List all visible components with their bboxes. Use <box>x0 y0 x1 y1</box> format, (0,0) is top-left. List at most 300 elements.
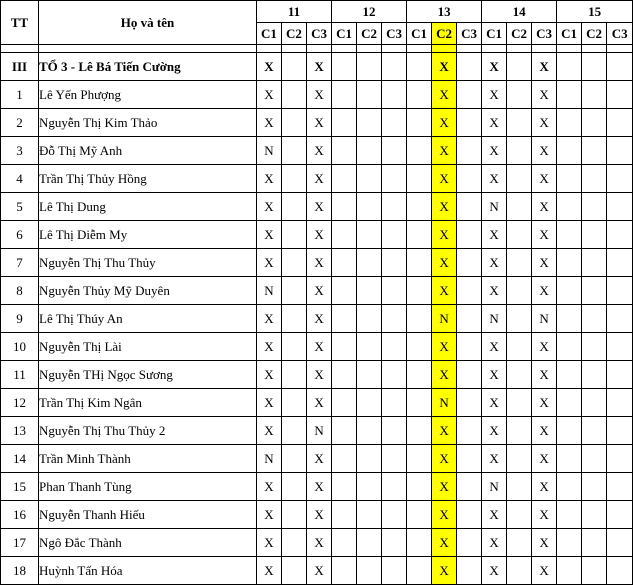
mark-cell[interactable]: X <box>482 221 507 249</box>
mark-cell[interactable] <box>582 221 607 249</box>
mark-cell[interactable] <box>332 53 357 81</box>
mark-cell[interactable] <box>607 221 633 249</box>
mark-cell[interactable] <box>407 333 432 361</box>
mark-cell[interactable] <box>582 529 607 557</box>
mark-cell[interactable]: X <box>532 81 557 109</box>
mark-cell[interactable] <box>457 53 482 81</box>
mark-cell[interactable] <box>357 417 382 445</box>
mark-cell[interactable]: X <box>307 529 332 557</box>
mark-cell[interactable] <box>332 361 357 389</box>
mark-cell[interactable]: X <box>257 53 282 81</box>
mark-cell[interactable] <box>282 109 307 137</box>
mark-cell[interactable]: X <box>432 137 457 165</box>
mark-cell[interactable] <box>607 529 633 557</box>
mark-cell[interactable] <box>357 333 382 361</box>
mark-cell[interactable] <box>507 249 532 277</box>
mark-cell[interactable] <box>282 221 307 249</box>
mark-cell[interactable]: X <box>307 193 332 221</box>
mark-cell[interactable]: X <box>482 501 507 529</box>
mark-cell[interactable] <box>357 529 382 557</box>
mark-cell[interactable] <box>357 221 382 249</box>
mark-cell[interactable] <box>507 109 532 137</box>
mark-cell[interactable] <box>357 501 382 529</box>
mark-cell[interactable]: X <box>257 249 282 277</box>
mark-cell[interactable] <box>282 81 307 109</box>
mark-cell[interactable]: X <box>532 529 557 557</box>
mark-cell[interactable] <box>282 417 307 445</box>
mark-cell[interactable]: X <box>257 165 282 193</box>
mark-cell[interactable] <box>357 389 382 417</box>
mark-cell[interactable] <box>332 445 357 473</box>
mark-cell[interactable] <box>407 389 432 417</box>
mark-cell[interactable] <box>607 501 633 529</box>
mark-cell[interactable] <box>282 193 307 221</box>
mark-cell[interactable] <box>582 137 607 165</box>
mark-cell[interactable]: X <box>482 277 507 305</box>
mark-cell[interactable] <box>607 473 633 501</box>
mark-cell[interactable] <box>357 305 382 333</box>
mark-cell[interactable] <box>332 529 357 557</box>
mark-cell[interactable] <box>357 193 382 221</box>
mark-cell[interactable] <box>357 137 382 165</box>
mark-cell[interactable]: X <box>532 473 557 501</box>
mark-cell[interactable]: X <box>532 417 557 445</box>
mark-cell[interactable] <box>332 109 357 137</box>
mark-cell[interactable] <box>507 501 532 529</box>
mark-cell[interactable] <box>357 249 382 277</box>
mark-cell[interactable]: N <box>307 417 332 445</box>
mark-cell[interactable] <box>407 445 432 473</box>
mark-cell[interactable]: X <box>307 501 332 529</box>
mark-cell[interactable]: X <box>482 557 507 585</box>
mark-cell[interactable]: X <box>482 249 507 277</box>
row-name: Nguyễn Thủy Mỹ Duyên <box>39 277 257 305</box>
table-row <box>1 473 633 501</box>
mark-cell[interactable] <box>282 389 307 417</box>
mark-cell[interactable] <box>332 473 357 501</box>
mark-cell[interactable]: X <box>482 137 507 165</box>
sheet-body <box>1 45 633 585</box>
mark-cell[interactable]: X <box>307 389 332 417</box>
mark-cell[interactable] <box>457 137 482 165</box>
mark-cell[interactable] <box>382 249 407 277</box>
mark-cell[interactable]: X <box>532 277 557 305</box>
mark-cell[interactable] <box>557 501 582 529</box>
mark-cell[interactable] <box>357 81 382 109</box>
mark-cell[interactable] <box>557 165 582 193</box>
mark-cell[interactable] <box>582 389 607 417</box>
mark-cell[interactable]: X <box>532 333 557 361</box>
mark-cell[interactable] <box>382 361 407 389</box>
mark-cell[interactable]: N <box>482 305 507 333</box>
mark-cell[interactable] <box>557 221 582 249</box>
mark-cell[interactable] <box>407 529 432 557</box>
mark-cell[interactable]: X <box>432 277 457 305</box>
mark-cell[interactable] <box>607 165 633 193</box>
mark-cell[interactable] <box>457 557 482 585</box>
mark-cell[interactable] <box>582 417 607 445</box>
mark-cell[interactable] <box>507 165 532 193</box>
mark-cell[interactable]: X <box>307 277 332 305</box>
spacer-cell <box>457 45 482 53</box>
mark-cell[interactable]: X <box>257 221 282 249</box>
mark-cell[interactable]: X <box>432 557 457 585</box>
mark-cell[interactable] <box>557 417 582 445</box>
mark-cell[interactable] <box>582 473 607 501</box>
mark-cell[interactable]: X <box>432 529 457 557</box>
mark-cell[interactable] <box>457 165 482 193</box>
mark-cell[interactable]: X <box>307 445 332 473</box>
mark-cell[interactable]: X <box>532 137 557 165</box>
mark-cell[interactable]: N <box>432 389 457 417</box>
mark-cell[interactable]: N <box>257 445 282 473</box>
mark-cell[interactable] <box>382 501 407 529</box>
mark-cell[interactable]: N <box>257 277 282 305</box>
mark-cell[interactable] <box>507 389 532 417</box>
mark-cell[interactable]: X <box>432 193 457 221</box>
mark-cell[interactable] <box>582 81 607 109</box>
mark-cell[interactable] <box>507 193 532 221</box>
mark-cell[interactable]: X <box>532 165 557 193</box>
mark-cell[interactable]: N <box>482 193 507 221</box>
mark-cell[interactable] <box>607 249 633 277</box>
mark-cell[interactable] <box>357 277 382 305</box>
mark-cell[interactable] <box>407 305 432 333</box>
header-check-2-1: C2 <box>432 23 457 45</box>
mark-cell[interactable]: X <box>482 389 507 417</box>
mark-cell[interactable] <box>582 305 607 333</box>
mark-cell[interactable]: X <box>532 361 557 389</box>
mark-cell[interactable]: X <box>432 165 457 193</box>
mark-cell[interactable] <box>357 473 382 501</box>
mark-cell[interactable] <box>582 445 607 473</box>
mark-cell[interactable] <box>382 557 407 585</box>
mark-cell[interactable] <box>282 557 307 585</box>
mark-cell[interactable]: X <box>432 501 457 529</box>
mark-cell[interactable] <box>457 417 482 445</box>
mark-cell[interactable]: X <box>432 473 457 501</box>
mark-cell[interactable] <box>457 277 482 305</box>
mark-cell[interactable] <box>457 249 482 277</box>
mark-cell[interactable]: X <box>307 81 332 109</box>
mark-cell[interactable] <box>607 109 633 137</box>
mark-cell[interactable]: X <box>257 109 282 137</box>
mark-cell[interactable] <box>607 333 633 361</box>
mark-cell[interactable] <box>607 277 633 305</box>
mark-cell[interactable] <box>507 277 532 305</box>
mark-cell[interactable] <box>607 193 633 221</box>
mark-cell[interactable] <box>407 249 432 277</box>
mark-cell[interactable] <box>282 445 307 473</box>
mark-cell[interactable]: X <box>307 165 332 193</box>
mark-cell[interactable]: X <box>307 137 332 165</box>
mark-cell[interactable] <box>407 361 432 389</box>
mark-cell[interactable]: X <box>307 249 332 277</box>
mark-cell[interactable] <box>457 193 482 221</box>
mark-cell[interactable] <box>557 109 582 137</box>
mark-cell[interactable]: X <box>532 445 557 473</box>
mark-cell[interactable] <box>582 277 607 305</box>
mark-cell[interactable] <box>507 53 532 81</box>
mark-cell[interactable] <box>507 305 532 333</box>
mark-cell[interactable] <box>582 333 607 361</box>
mark-cell[interactable]: X <box>307 473 332 501</box>
mark-cell[interactable] <box>607 445 633 473</box>
mark-cell[interactable] <box>507 473 532 501</box>
mark-cell[interactable] <box>332 221 357 249</box>
mark-cell[interactable]: X <box>532 109 557 137</box>
mark-cell[interactable] <box>582 165 607 193</box>
mark-cell[interactable] <box>382 109 407 137</box>
mark-cell[interactable] <box>382 529 407 557</box>
mark-cell[interactable] <box>607 137 633 165</box>
mark-cell[interactable]: X <box>257 361 282 389</box>
mark-cell[interactable] <box>582 501 607 529</box>
mark-cell[interactable] <box>332 193 357 221</box>
mark-cell[interactable] <box>607 417 633 445</box>
mark-cell[interactable] <box>457 305 482 333</box>
mark-cell[interactable] <box>332 333 357 361</box>
mark-cell[interactable] <box>282 305 307 333</box>
mark-cell[interactable]: X <box>482 445 507 473</box>
mark-cell[interactable]: X <box>432 445 457 473</box>
mark-cell[interactable] <box>332 165 357 193</box>
mark-cell[interactable]: X <box>257 501 282 529</box>
mark-cell[interactable] <box>457 529 482 557</box>
mark-cell[interactable] <box>557 557 582 585</box>
mark-cell[interactable] <box>407 277 432 305</box>
mark-cell[interactable] <box>507 221 532 249</box>
mark-cell[interactable] <box>507 529 532 557</box>
mark-cell[interactable] <box>557 389 582 417</box>
mark-cell[interactable] <box>332 389 357 417</box>
mark-cell[interactable] <box>407 501 432 529</box>
mark-cell[interactable]: X <box>257 333 282 361</box>
mark-cell[interactable] <box>382 165 407 193</box>
mark-cell[interactable] <box>507 333 532 361</box>
mark-cell[interactable] <box>382 53 407 81</box>
mark-cell[interactable] <box>507 361 532 389</box>
mark-cell[interactable]: X <box>432 81 457 109</box>
mark-cell[interactable]: X <box>257 305 282 333</box>
mark-cell[interactable] <box>607 389 633 417</box>
mark-cell[interactable] <box>557 445 582 473</box>
row-number: 6 <box>1 221 39 249</box>
mark-cell[interactable] <box>282 501 307 529</box>
mark-cell[interactable] <box>357 53 382 81</box>
mark-cell[interactable]: X <box>257 417 282 445</box>
mark-cell[interactable]: X <box>482 529 507 557</box>
mark-cell[interactable] <box>282 277 307 305</box>
mark-cell[interactable] <box>332 277 357 305</box>
mark-cell[interactable]: X <box>307 221 332 249</box>
mark-cell[interactable] <box>557 277 582 305</box>
mark-cell[interactable]: N <box>432 305 457 333</box>
mark-cell[interactable] <box>607 557 633 585</box>
mark-cell[interactable]: X <box>532 53 557 81</box>
mark-cell[interactable] <box>332 249 357 277</box>
mark-cell[interactable] <box>507 81 532 109</box>
mark-cell[interactable] <box>407 221 432 249</box>
mark-cell[interactable] <box>607 305 633 333</box>
mark-cell[interactable]: X <box>307 361 332 389</box>
mark-cell[interactable] <box>332 81 357 109</box>
mark-cell[interactable]: X <box>257 193 282 221</box>
header-check-3-2: C3 <box>532 23 557 45</box>
mark-cell[interactable]: N <box>532 305 557 333</box>
mark-cell[interactable] <box>382 305 407 333</box>
mark-cell[interactable] <box>332 501 357 529</box>
table-row <box>1 193 633 221</box>
mark-cell[interactable] <box>332 305 357 333</box>
mark-cell[interactable] <box>282 249 307 277</box>
table-row <box>1 557 633 585</box>
mark-cell[interactable] <box>357 445 382 473</box>
header-tt: TT <box>1 1 39 45</box>
mark-cell[interactable] <box>282 53 307 81</box>
mark-cell[interactable] <box>457 445 482 473</box>
mark-cell[interactable]: N <box>482 473 507 501</box>
mark-cell[interactable]: X <box>482 333 507 361</box>
mark-cell[interactable] <box>382 473 407 501</box>
mark-cell[interactable] <box>382 417 407 445</box>
mark-cell[interactable] <box>407 473 432 501</box>
mark-cell[interactable] <box>357 109 382 137</box>
mark-cell[interactable] <box>382 445 407 473</box>
mark-cell[interactable] <box>507 137 532 165</box>
mark-cell[interactable] <box>557 333 582 361</box>
mark-cell[interactable] <box>407 417 432 445</box>
mark-cell[interactable]: X <box>482 81 507 109</box>
mark-cell[interactable]: X <box>257 473 282 501</box>
row-number: 2 <box>1 109 39 137</box>
mark-cell[interactable]: X <box>532 389 557 417</box>
mark-cell[interactable] <box>382 81 407 109</box>
mark-cell[interactable] <box>407 81 432 109</box>
mark-cell[interactable] <box>282 333 307 361</box>
mark-cell[interactable] <box>457 501 482 529</box>
mark-cell[interactable]: X <box>532 221 557 249</box>
mark-cell[interactable] <box>557 529 582 557</box>
mark-cell[interactable] <box>607 361 633 389</box>
mark-cell[interactable] <box>457 81 482 109</box>
mark-cell[interactable] <box>382 221 407 249</box>
mark-cell[interactable] <box>282 361 307 389</box>
mark-cell[interactable] <box>457 389 482 417</box>
mark-cell[interactable]: X <box>257 557 282 585</box>
mark-cell[interactable] <box>407 109 432 137</box>
row-name: Ngô Đắc Thành <box>39 529 257 557</box>
mark-cell[interactable] <box>407 137 432 165</box>
mark-cell[interactable]: X <box>432 221 457 249</box>
mark-cell[interactable] <box>382 193 407 221</box>
mark-cell[interactable] <box>607 81 633 109</box>
mark-cell[interactable] <box>582 557 607 585</box>
mark-cell[interactable] <box>557 361 582 389</box>
mark-cell[interactable] <box>507 557 532 585</box>
mark-cell[interactable] <box>407 557 432 585</box>
mark-cell[interactable] <box>507 445 532 473</box>
mark-cell[interactable]: X <box>532 501 557 529</box>
mark-cell[interactable] <box>557 53 582 81</box>
mark-cell[interactable]: X <box>257 81 282 109</box>
mark-cell[interactable]: X <box>432 417 457 445</box>
mark-cell[interactable] <box>457 221 482 249</box>
mark-cell[interactable]: X <box>432 249 457 277</box>
mark-cell[interactable] <box>557 193 582 221</box>
mark-cell[interactable]: X <box>432 333 457 361</box>
mark-cell[interactable] <box>582 109 607 137</box>
header-week-1: 12 <box>332 1 407 23</box>
mark-cell[interactable] <box>557 81 582 109</box>
mark-cell[interactable] <box>582 193 607 221</box>
mark-cell[interactable] <box>457 361 482 389</box>
mark-cell[interactable] <box>507 417 532 445</box>
mark-cell[interactable] <box>457 473 482 501</box>
mark-cell[interactable]: X <box>307 53 332 81</box>
mark-cell[interactable] <box>557 137 582 165</box>
mark-cell[interactable]: X <box>532 193 557 221</box>
mark-cell[interactable]: X <box>482 417 507 445</box>
mark-cell[interactable] <box>382 277 407 305</box>
mark-cell[interactable] <box>582 361 607 389</box>
mark-cell[interactable] <box>382 333 407 361</box>
mark-cell[interactable] <box>407 193 432 221</box>
mark-cell[interactable] <box>282 473 307 501</box>
mark-cell[interactable]: X <box>307 333 332 361</box>
mark-cell[interactable]: X <box>482 109 507 137</box>
mark-cell[interactable]: X <box>482 361 507 389</box>
mark-cell[interactable]: X <box>532 249 557 277</box>
mark-cell[interactable]: X <box>307 305 332 333</box>
mark-cell[interactable] <box>457 109 482 137</box>
mark-cell[interactable] <box>557 473 582 501</box>
mark-cell[interactable] <box>457 333 482 361</box>
mark-cell[interactable] <box>332 137 357 165</box>
mark-cell[interactable] <box>282 529 307 557</box>
mark-cell[interactable]: X <box>307 557 332 585</box>
mark-cell[interactable] <box>607 53 633 81</box>
mark-cell[interactable]: X <box>482 53 507 81</box>
mark-cell[interactable] <box>382 389 407 417</box>
mark-cell[interactable] <box>407 53 432 81</box>
mark-cell[interactable] <box>582 249 607 277</box>
mark-cell[interactable]: X <box>257 529 282 557</box>
mark-cell[interactable] <box>557 305 582 333</box>
mark-cell[interactable] <box>357 557 382 585</box>
mark-cell[interactable]: X <box>532 557 557 585</box>
mark-cell[interactable] <box>582 53 607 81</box>
mark-cell[interactable]: X <box>432 109 457 137</box>
mark-cell[interactable] <box>557 249 582 277</box>
mark-cell[interactable] <box>382 137 407 165</box>
mark-cell[interactable] <box>332 557 357 585</box>
mark-cell[interactable] <box>357 165 382 193</box>
row-name: Trần Minh Thành <box>39 445 257 473</box>
mark-cell[interactable] <box>282 137 307 165</box>
mark-cell[interactable]: X <box>482 165 507 193</box>
mark-cell[interactable] <box>407 165 432 193</box>
mark-cell[interactable] <box>357 361 382 389</box>
mark-cell[interactable]: X <box>432 361 457 389</box>
mark-cell[interactable]: X <box>432 53 457 81</box>
mark-cell[interactable]: X <box>307 109 332 137</box>
mark-cell[interactable]: X <box>257 389 282 417</box>
mark-cell[interactable] <box>332 417 357 445</box>
mark-cell[interactable] <box>282 165 307 193</box>
mark-cell[interactable]: N <box>257 137 282 165</box>
header-check-3-1: C2 <box>507 23 532 45</box>
